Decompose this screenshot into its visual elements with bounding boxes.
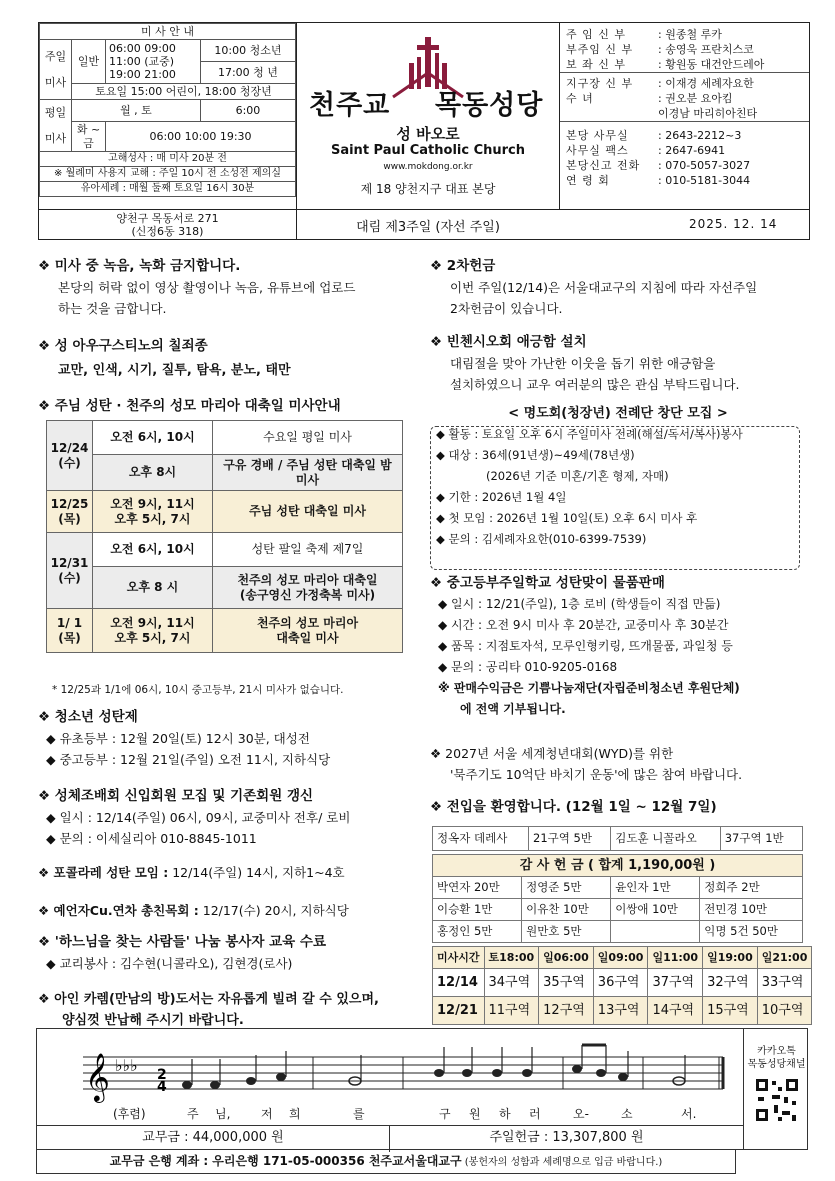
notice-text: ◆ 유초등부 : 12월 20일(토) 12시 30분, 대성전 [46, 731, 310, 746]
recruit-title: < 명도회(청장년) 전례단 창단 모집 > [492, 403, 744, 424]
regular-label: 일반 [72, 40, 106, 84]
thanks-title: 감 사 헌 금 ( 합계 1,190,00원 ) [433, 855, 803, 877]
thanks-offering-table [432, 854, 803, 943]
notice-text: '묵주기도 10억단 바치기 운동'에 많은 참여 바랍니다. [450, 767, 743, 782]
schedule-desc: 구유 경배 / 주님 성탄 대축일 밤 미사 [213, 455, 403, 491]
lyric: 를 [353, 1107, 365, 1121]
liturgical-sunday: 대림 제3주일 (자선 주일) [356, 220, 500, 235]
mass-schedule-title: 미 사 안 내 [40, 24, 296, 40]
newcomer-cell: 21구역 5반 [529, 827, 611, 851]
schedule-date: 12/31 (수) [47, 533, 93, 609]
schedule-desc: 성탄 팔일 축제 제7일 [213, 533, 403, 567]
schedule-date: 1/ 1 (목) [47, 609, 93, 653]
notice-text: 12/14(주일) 14시, 지하1~4호 [168, 865, 345, 880]
schedule-note: * 12/25과 1/1에 06시, 10시 중고등부, 21시 미사가 없습니다. [52, 684, 344, 696]
notice-text: 12/17(수) 20시, 지하식당 [198, 903, 349, 918]
duty-header: 일19:00 [703, 947, 758, 969]
notice-text: ◆ 일시 : 12/21(주일), 1층 로비 (학생들이 직접 만듦) [438, 597, 721, 611]
patron-name: 성 바오로 [396, 125, 460, 143]
treble-clef-icon: 𝄞 [85, 1052, 110, 1101]
header-box [38, 22, 810, 240]
church-name-right: 목동성당 [435, 90, 544, 121]
schedule-desc: 주님 성탄 대축일 미사 [213, 491, 403, 533]
chorus-footer-box [36, 1028, 808, 1150]
mass-schedule-table [39, 23, 296, 197]
notice-title: ❖ 미사 중 녹음, 녹화 금지합니다. [38, 258, 241, 274]
lyric: 러 [529, 1107, 541, 1121]
thanks-cell: 익명 5건 50만 [700, 921, 803, 943]
notice-prophet [38, 900, 418, 921]
mon-sat-label: 월 , 토 [72, 100, 201, 122]
notice-text: ◆ 문의 : 이세실리아 010-8845-1011 [46, 831, 257, 846]
christmas-mass-table [46, 420, 403, 653]
recruit-line: ◆ 첫 모임 : 2026년 1월 10일(토) 오후 6시 미사 후 [436, 511, 698, 525]
tue-fri-times: 06:00 10:00 19:30 [106, 122, 296, 151]
confession-note: 고해성사 : 매 미사 20분 전 [40, 151, 296, 166]
notice-title: ❖ 성 아우구스티노의 칠죄종 [38, 338, 208, 354]
bank-note: (봉헌자의 성함과 세례명으로 입금 바랍니다.) [461, 1157, 663, 1168]
lyric: 원 [469, 1107, 481, 1121]
kakao-channel[interactable] [743, 1029, 809, 1149]
website[interactable]: www.mokdong.or.kr [383, 162, 473, 172]
notice-christmas-mass [38, 396, 418, 417]
duty-cell: 11구역 [484, 997, 539, 1025]
weekday-mass-label: 평일 미사 [40, 100, 72, 151]
duty-cell: 33구역 [757, 969, 812, 997]
duty-header: 일09:00 [593, 947, 648, 969]
notice-recording [38, 256, 418, 319]
notice-text: ◆ 시간 : 오전 9시 미사 후 20분간, 교중미사 후 30분간 [438, 618, 729, 632]
district-label: 제 18 양천지구 대표 본당 [360, 182, 496, 196]
youth-mass-time: 10:00 청소년 [200, 40, 295, 62]
notice-text: 대림절을 맞아 가난한 이웃을 돕기 위한 애긍함을 [450, 356, 716, 371]
notice-text: ◆ 문의 : 공리타 010-9205-0168 [438, 660, 618, 674]
cleaning-duty-table [432, 946, 812, 1025]
newcomer-cell: 김도훈 니꼴라오 [611, 827, 720, 851]
clergy-row: 지구장 신 부 : 이재경 세례자요한 [566, 77, 754, 90]
duty-date: 12/21 [433, 997, 485, 1025]
qr-code-icon[interactable] [754, 1077, 800, 1123]
kakao-label: 카카오톡 [757, 1046, 796, 1057]
duty-cell: 10구역 [757, 997, 812, 1025]
duty-cell: 34구역 [484, 969, 539, 997]
lyric: 하 [499, 1107, 511, 1121]
svg-text:2: 2 [157, 1067, 167, 1083]
thanks-cell: 이쌍애 10만 [611, 899, 700, 921]
clergy-contacts-panel [559, 23, 809, 209]
notice-seven-sins [38, 336, 418, 381]
notice-title: ❖ 빈첸시오회 애긍함 설치 [430, 334, 587, 350]
lyric: 소 [621, 1107, 633, 1121]
music-staff-icon [83, 1037, 773, 1107]
address: 양천구 목동서로 271 (신정6동 318) [39, 210, 297, 240]
notice-sales [430, 573, 810, 720]
lyric: 희 [289, 1107, 301, 1121]
confession-note-2: ※ 월례미 사용지 교해 : 주일 10시 전 소성전 제의실 [40, 166, 296, 181]
contact-list [560, 121, 809, 188]
lyric: 저 [261, 1107, 273, 1121]
tue-fri-label: 화 ~ 금 [72, 122, 106, 151]
infant-baptism-note: 유아세례 : 매월 둘째 토요일 16시 30분 [40, 181, 296, 196]
duty-header: 미사시간 [433, 947, 485, 969]
duty-cell: 32구역 [703, 969, 758, 997]
notice-text: ❖ 2027년 서울 세계청년대회(WYD)를 위한 [430, 746, 674, 761]
svg-text:4: 4 [157, 1079, 167, 1095]
parish-fund: 교무금 : 44,000,000 원 [37, 1126, 390, 1152]
english-name: Saint Paul Catholic Church [330, 143, 526, 158]
schedule-time: 오전 6시, 10시 [93, 533, 213, 567]
contact-row: 사무실 팩스 : 2647-6941 [566, 144, 726, 157]
schedule-date: 12/24 (수) [47, 421, 93, 491]
youngadult-mass-time: 17:00 청 년 [200, 62, 295, 84]
notice-vincent [430, 332, 810, 395]
notice-text: 설치하였으니 교우 여러분의 많은 관심 부탁드립니다. [450, 377, 740, 392]
mon-sat-time: 6:00 [200, 100, 295, 122]
church-logo-panel [297, 23, 559, 209]
mass-schedule-panel [39, 23, 297, 209]
notice-text: 교만, 인색, 시기, 질투, 탐욕, 분노, 태만 [58, 363, 291, 378]
bank-account: 교무금 은행 계좌 : 우리은행 171-05-000356 천주교서울대교구 [109, 1154, 462, 1168]
liturgy-recruit-content [436, 403, 802, 550]
lyric: (후렴) [113, 1107, 146, 1121]
lyric: 서. [681, 1107, 697, 1121]
recruit-line: ◆ 대상 : 36세(91년생)~49세(78년생) [436, 448, 635, 462]
notice-title: ❖ 중고등부주일학교 성탄맞이 물품판매 [430, 575, 665, 591]
clergy-row: 이경남 마리히아친타 [658, 107, 758, 120]
lyric: 님, [215, 1107, 231, 1121]
notice-text: 양심껏 반납해 주시기 바랍니다. [62, 1013, 244, 1028]
notice-adoration [38, 786, 418, 849]
recruit-line: ◆ 활동 : 토요일 오후 6시 주일미사 전례(해설/독서/복사)봉사 [436, 427, 743, 441]
lyric: 오- [573, 1107, 589, 1121]
duty-cell: 14구역 [648, 997, 703, 1025]
clergy-row: 부주임 신 부 : 송영욱 프란치스코 [566, 43, 754, 56]
notice-title: ❖ '하느님을 찾는 사람들' 나눔 봉사자 교육 수료 [38, 934, 327, 950]
notice-title: ❖ 청소년 성탄제 [38, 709, 138, 725]
thanks-cell: 이승환 1만 [433, 899, 522, 921]
notice-title: ❖ 예언자Cu.연차 총친목회 : [38, 903, 199, 918]
notice-wyd [430, 743, 810, 785]
header-bottom-row [39, 209, 809, 239]
lyric: 주 [187, 1107, 199, 1121]
schedule-time: 오전 9시, 11시 오후 5시, 7시 [93, 609, 213, 653]
lyric: 구 [439, 1107, 451, 1121]
thanks-cell: 윤인자 1만 [611, 877, 700, 899]
duty-cell: 36구역 [593, 969, 648, 997]
notice-title: ❖ 아인 카렘(만남의 방)도서는 자유롭게 빌려 갈 수 있으며, [38, 992, 379, 1007]
duty-header: 일21:00 [757, 947, 812, 969]
notice-text: ※ 판매수익금은 기쁨나눔재단(자립준비청소년 후원단체) [438, 681, 740, 695]
newcomers-table [432, 826, 803, 851]
contact-row: 본당신고 전화 : 070-5057-3027 [566, 159, 751, 172]
schedule-time: 오후 8시 [93, 455, 213, 491]
sunday-mass-label: 주일 미사 [40, 40, 72, 100]
saturday-mass-line: 토요일 15:00 어린이, 18:00 청장년 [72, 84, 296, 100]
notice-focolare [38, 862, 418, 883]
notice-text: ◆ 중고등부 : 12월 21일(주일) 오전 11시, 지하식당 [46, 752, 331, 767]
recruit-line: ◆ 기한 : 2026년 1월 4일 [436, 490, 567, 504]
notice-title: ❖ 포콜라레 성탄 모임 : [38, 865, 169, 880]
notice-library [38, 989, 418, 1031]
duty-header: 토18:00 [484, 947, 539, 969]
thanks-cell: 정희주 2만 [700, 877, 803, 899]
thanks-cell: 홍정인 5만 [433, 921, 522, 943]
schedule-desc: 수요일 평일 미사 [213, 421, 403, 455]
recruit-line: ◆ 문의 : 김세례자요한(010-6399-7539) [436, 532, 647, 546]
church-name-left: 천주교 [309, 90, 391, 121]
notice-text: 에 전액 기부됩니다. [460, 702, 566, 716]
svg-text:♭♭♭: ♭♭♭ [115, 1056, 138, 1075]
duty-cell: 13구역 [593, 997, 648, 1025]
clergy-row: 주 임 신 부 : 원종철 루카 [566, 28, 722, 41]
bank-account-row [36, 1150, 736, 1174]
clergy-row: 수 녀 : 권오분 요아킴 [566, 92, 733, 105]
notice-text: 2차헌금이 있습니다. [450, 301, 563, 316]
clergy-list-2 [560, 72, 809, 121]
duty-date: 12/14 [433, 969, 485, 997]
thanks-cell: 이유찬 10만 [522, 899, 611, 921]
contact-row: 본당 사무실 : 2643-2212~3 [566, 129, 742, 142]
notice-text: ◆ 교리봉사 : 김수현(니콜라오), 김현경(로사) [46, 956, 293, 971]
contact-row: 연 령 회 : 010-5181-3044 [566, 174, 751, 187]
recruit-line: (2026년 기준 미혼/기혼 형제, 자매) [486, 469, 669, 483]
thanks-cell: 정영준 5만 [522, 877, 611, 899]
duty-header: 일11:00 [648, 947, 703, 969]
clergy-list [560, 23, 809, 72]
sunday-offering: 주일헌금 : 13,307,800 원 [489, 1130, 644, 1145]
finance-row [37, 1125, 743, 1151]
duty-cell: 12구역 [539, 997, 594, 1025]
schedule-desc: 천주의 성모 마리아 대축일 (송구영신 가정축복 미사) [213, 567, 403, 609]
notice-text: 이번 주일(12/14)은 서울대교구의 지침에 따라 자선주일 [450, 280, 758, 295]
chorus-lyrics [113, 1105, 733, 1121]
newcomer-cell: 37구역 1반 [720, 827, 802, 851]
notice-text: 하는 것을 금합니다. [58, 301, 167, 316]
duty-cell: 35구역 [539, 969, 594, 997]
thanks-cell [611, 921, 700, 943]
thanks-cell: 박연자 20만 [433, 877, 522, 899]
duty-cell: 37구역 [648, 969, 703, 997]
notice-welcome [430, 797, 810, 818]
duty-header: 일06:00 [539, 947, 594, 969]
bulletin-date: 2025. 12. 14 [689, 217, 778, 231]
notice-title: ❖ 전입을 환영합니다. (12월 1일 ~ 12월 7일) [430, 799, 717, 815]
notice-second-collection [430, 256, 810, 319]
notice-text: 본당의 허락 없이 영상 촬영이나 녹음, 유튜브에 업로드 [58, 280, 356, 295]
kakao-label: 목동성당채널 [747, 1059, 806, 1070]
notice-title: ❖ 성체조배회 신입회원 모집 및 기존회원 갱신 [38, 788, 314, 804]
notice-text: ◆ 일시 : 12/14(주일) 06시, 09시, 교중미사 전후/ 로비 [46, 810, 351, 825]
schedule-time: 오후 8 시 [93, 567, 213, 609]
notice-text: ◆ 품목 : 지점토자석, 모루인형키링, 뜨개물품, 과일청 등 [438, 639, 733, 653]
schedule-time: 오전 6시, 10시 [93, 421, 213, 455]
clergy-row: 보 좌 신 부 : 황원동 대건안드레아 [566, 58, 765, 71]
notice-title: ❖ 주님 성탄 · 천주의 성모 마리아 대축일 미사안내 [38, 398, 341, 414]
schedule-date: 12/25 (목) [47, 491, 93, 533]
schedule-time: 오전 9시, 11시 오후 5시, 7시 [93, 491, 213, 533]
newcomer-cell: 정옥자 데레사 [433, 827, 529, 851]
notice-youth-christmas [38, 707, 418, 770]
schedule-desc: 천주의 성모 마리아 대축일 미사 [213, 609, 403, 653]
sunday-times: 06:00 09:00 11:00 (교중) 19:00 21:00 [106, 40, 201, 84]
thanks-cell: 전민경 10만 [700, 899, 803, 921]
thanks-cell: 원만호 5만 [522, 921, 611, 943]
duty-cell: 15구역 [703, 997, 758, 1025]
notice-title: ❖ 2차헌금 [430, 258, 496, 274]
notice-volunteer [38, 932, 418, 974]
